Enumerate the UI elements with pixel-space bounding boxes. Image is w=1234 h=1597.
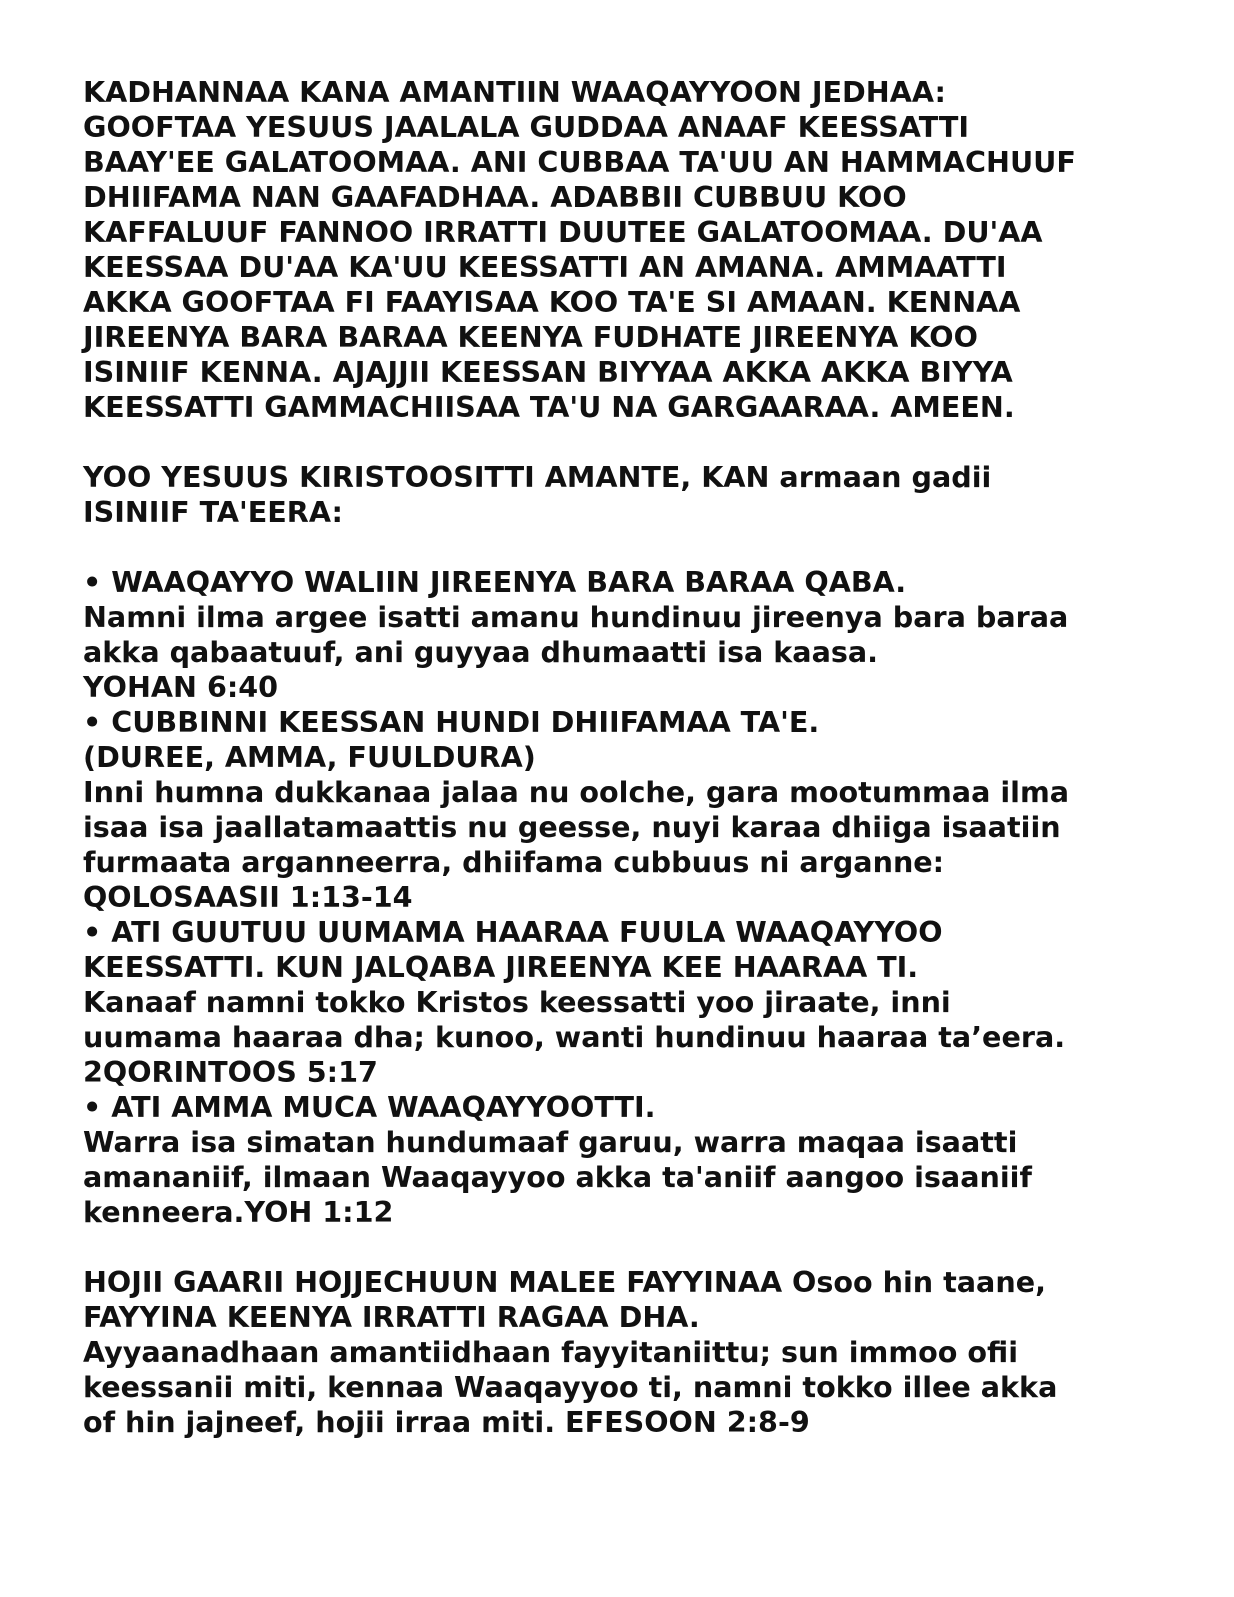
prayer-line: ISINIIF KENNA. AJAJJII KEESSAN BIYYAA AKKA AKKA BIYYA — [83, 355, 1013, 389]
promise-heading: • CUBBINNI KEESSAN HUNDI DHIIFAMAA TA'E. — [83, 705, 820, 739]
promise-reference: YOHAN 6:40 — [83, 670, 279, 704]
closing-verse-line: Ayyaanadhaan amantiidhaan fayyitaniittu; sun immoo ofii — [83, 1335, 1018, 1369]
closing-heading: HOJII GAARII HOJJECHUUN MALEE FAYYINAA Osoo hin taane, — [83, 1265, 1046, 1299]
intro-line: YOO YESUUS KIRISTOOSITTI AMANTE, KAN armaan gadii — [83, 460, 992, 494]
prayer-line: KEESSATTI GAMMACHIISAA TA'U NA GARGAARAA. AMEEN. — [83, 390, 1015, 424]
prayer-line: AKKA GOOFTAA FI FAAYISAA KOO TA'E SI AMAAN. KENNAA — [83, 285, 1021, 319]
promise-verse-line: furmaata arganneerra, dhiifama cubbuus ni arganne: — [83, 845, 945, 879]
promise-heading: • ATI AMMA MUCA WAAQAYYOOTTI. — [83, 1090, 656, 1124]
prayer-line: KEESSAA DU'AA KA'UU KEESSATTI AN AMANA. AMMAATTI — [83, 250, 1007, 284]
paragraph-gap — [83, 530, 1173, 565]
promise-heading: • ATI GUUTUU UUMAMA HAARAA FUULA WAAQAYYOO — [83, 915, 943, 949]
intro-paragraph — [83, 460, 1173, 530]
prayer-paragraph — [83, 75, 1173, 425]
prayer-line: GOOFTAA YESUUS JAALALA GUDDAA ANAAF KEESSATTI — [83, 110, 970, 144]
promise-reference: 2QORINTOOS 5:17 — [83, 1055, 378, 1089]
intro-line: ISINIIF TA'EERA: — [83, 495, 343, 529]
promise-heading: KEESSATTI. KUN JALQABA JIREENYA KEE HAARAA TI. — [83, 950, 919, 984]
promise-verse-line: Inni humna dukkanaa jalaa nu oolche, gara mootummaa ilma — [83, 775, 1070, 809]
promise-verse-line: isaa isa jaallatamaattis nu geesse, nuyi karaa dhiiga isaatiin — [83, 810, 1061, 844]
prayer-line: BAAY'EE GALATOOMAA. ANI CUBBAA TA'UU AN HAMMACHUUF — [83, 145, 1076, 179]
promise-verse-line: amananiif, ilmaan Waaqayyoo akka ta'aniif aangoo isaaniif — [83, 1160, 1032, 1194]
promises-list — [83, 565, 1173, 1230]
prayer-line: DHIIFAMA NAN GAAFADHAA. ADABBII CUBBUU KOO — [83, 180, 907, 214]
promise-verse-line: akka qabaatuuf, ani guyyaa dhumaatti isa kaasa. — [83, 635, 879, 669]
closing-paragraph — [83, 1265, 1173, 1440]
promise-heading: • WAAQAYYO WALIIN JIREENYA BARA BARAA QABA. — [83, 565, 907, 599]
prayer-line: JIREENYA BARA BARAA KEENYA FUDHATE JIREENYA KOO — [83, 320, 978, 354]
prayer-line: KADHANNAA KANA AMANTIIN WAAQAYYOON JEDHAA: — [83, 75, 946, 109]
promise-verse-line: uumama haaraa dha; kunoo, wanti hundinuu haaraa ta’eera. — [83, 1020, 1066, 1054]
promise-verse-line: Warra isa simatan hundumaaf garuu, warra maqaa isaatti — [83, 1125, 1018, 1159]
promise-verse-line: kenneera.YOH 1:12 — [83, 1195, 394, 1229]
closing-verse-line: of hin jajneef, hojii irraa miti. EFESOON 2:8-9 — [83, 1405, 810, 1439]
promise-heading: (DUREE, AMMA, FUULDURA) — [83, 740, 536, 774]
closing-heading: FAYYINA KEENYA IRRATTI RAGAA DHA. — [83, 1300, 700, 1334]
promise-verse-line: Kanaaf namni tokko Kristos keessatti yoo jiraate, inni — [83, 985, 951, 1019]
paragraph-gap — [83, 1230, 1173, 1265]
prayer-line: KAFFALUUF FANNOO IRRATTI DUUTEE GALATOOMAA. DU'AA — [83, 215, 1043, 249]
document-page — [83, 75, 1173, 1440]
closing-verse-line: keessanii miti, kennaa Waaqayyoo ti, namni tokko illee akka — [83, 1370, 1058, 1404]
paragraph-gap — [83, 425, 1173, 460]
promise-verse-line: Namni ilma argee isatti amanu hundinuu jireenya bara baraa — [83, 600, 1069, 634]
promise-reference: QOLOSAASII 1:13-14 — [83, 880, 413, 914]
